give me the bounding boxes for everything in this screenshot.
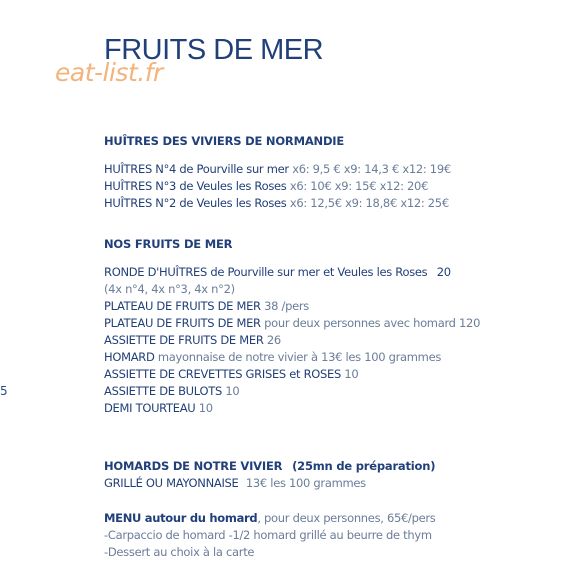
menu-item: [104, 401, 213, 415]
item-detail: 10: [198, 401, 213, 415]
menu-item: [104, 476, 366, 490]
menu-item: [104, 196, 449, 210]
item-name: ASSIETTE DE BULOTS: [104, 384, 222, 398]
section-heading-huitres: HUÎTRES DES VIVIERS DE NORMANDIE: [104, 134, 345, 148]
menu-item: [104, 179, 428, 193]
item-name: HOMARD: [104, 350, 155, 364]
item-name: GRILLÉ OU MAYONNAISE: [104, 476, 239, 490]
menu-item: [104, 299, 309, 313]
menu-item: [104, 367, 358, 381]
item-price: x6: 12,5€ x9: 18,8€ x12: 25€: [289, 196, 449, 210]
item-name: DEMI TOURTEAU: [104, 401, 196, 415]
menu-item: [104, 350, 441, 364]
item-detail: mayonnaise de notre vivier à 13€ les 100 grammes: [157, 350, 442, 364]
item-detail: 26: [266, 333, 281, 347]
item-price: 13€ les 100 grammes: [245, 476, 366, 490]
section-heading-fruits: NOS FRUITS DE MER: [104, 237, 233, 251]
menu-name: MENU autour du homard: [104, 511, 258, 525]
item-detail: 10: [225, 384, 240, 398]
item-name: RONDE D'HUÎTRES de Pourville sur mer et Veules les Roses: [104, 265, 428, 279]
item-detail: 10: [344, 367, 359, 381]
menu-item: [104, 384, 239, 398]
item-name: HUÎTRES N°3 de Veules les Roses: [104, 179, 287, 193]
page-number: 5: [0, 384, 8, 398]
item-price: x6: 10€ x9: 15€ x12: 20€: [289, 179, 429, 193]
item-name: PLATEAU DE FRUITS DE MER: [104, 316, 261, 330]
item-name: HUÎTRES N°2 de Veules les Roses: [104, 196, 287, 210]
section-heading-homards: [104, 459, 435, 473]
menu-item: [104, 333, 281, 347]
menu-item: [104, 162, 451, 176]
item-detail: (4x n°4, 4x n°3, 4x n°2): [104, 282, 235, 296]
menu-line: -Carpaccio de homard -1/2 homard grillé au beurre de thym: [104, 528, 432, 542]
page-title: FRUITS DE MER: [104, 34, 324, 66]
heading-text: HOMARDS DE NOTRE VIVIER: [104, 459, 283, 473]
item-name: PLATEAU DE FRUITS DE MER: [104, 299, 261, 313]
item-price: 20: [436, 265, 451, 279]
menu-item-ronde: [104, 265, 451, 279]
item-price: x6: 9,5 € x9: 14,3 € x12: 19€: [292, 162, 451, 176]
item-name: ASSIETTE DE CREVETTES GRISES et ROSES: [104, 367, 342, 381]
menu-line: -Dessert au choix à la carte: [104, 545, 255, 559]
menu-item: [104, 316, 480, 330]
menu-detail: , pour deux personnes, 65€/pers: [257, 511, 436, 525]
item-name: HUÎTRES N°4 de Pourville sur mer: [104, 162, 289, 176]
watermark: eat-list.fr: [55, 58, 163, 87]
menu-homard: [104, 511, 436, 525]
item-name: ASSIETTE DE FRUITS DE MER: [104, 333, 264, 347]
item-detail: 38 /pers: [264, 299, 309, 313]
item-detail: pour deux personnes avec homard 120: [264, 316, 481, 330]
heading-note: (25mn de préparation): [292, 459, 436, 473]
